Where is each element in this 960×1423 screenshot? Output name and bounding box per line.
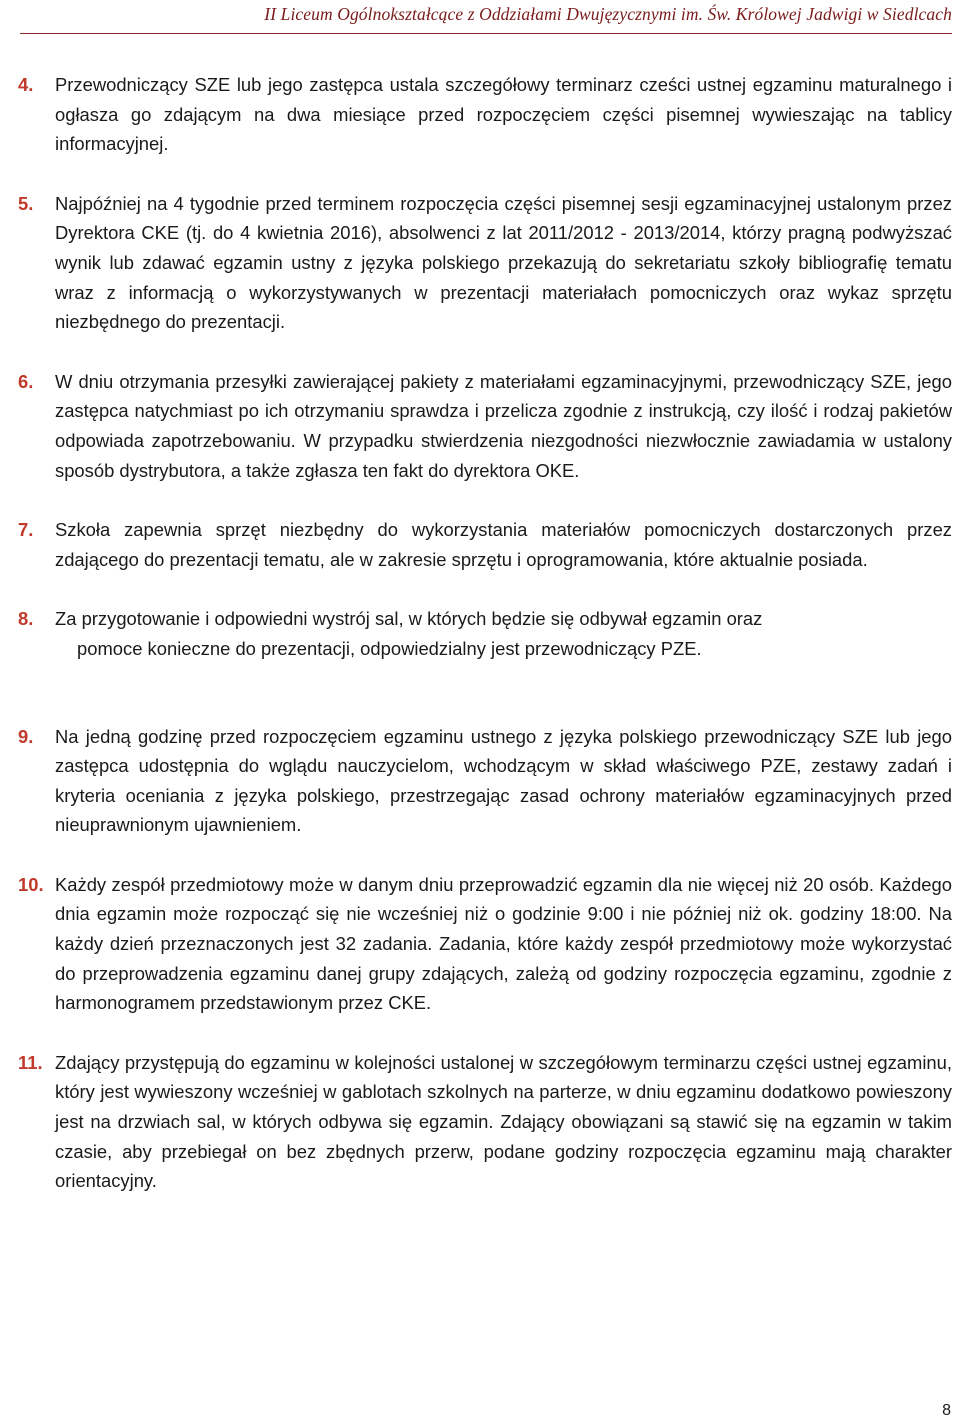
list-item xyxy=(18,870,952,1018)
list-item xyxy=(18,604,952,663)
item-number: 5. xyxy=(18,192,34,214)
list-item xyxy=(18,1048,952,1196)
item-number: 11. xyxy=(18,1051,43,1073)
item-number: 4. xyxy=(18,74,34,95)
item-text: Na jedną godzinę przed rozpoczęciem egzaminu ustnego z języka polskiego przewodniczący SZE lub jego zastępca udostępnia do wglądu nauczycielom, wchodzącym w skład właściwego PZE, zestawy zadań i kryteria oceniania z języka polskiego, przestrzegając zasad ochrony materiałów egzaminacyjnych przed nieuprawnionym ujawnieniem. xyxy=(55,725,952,836)
item-text: Przewodniczący SZE lub jego zastępca ustala szczegółowy terminarz cześci ustnej egzaminu maturalnego i ogłasza go zdającym na dwa miesiące przed rozpoczęciem części pisemnej wywieszając na tablicy informacyjnej. xyxy=(55,74,952,155)
item-text: Zdający przystępują do egzaminu w kolejności ustalonej w szczegółowym terminarzu części ustnej egzaminu, który jest wywieszony wcześniej w gablotach szkolnych na parterze, w dniu egzaminu dodatkowo powieszony jest na drzwiach sal, w których odbywa się egzamin. Zdający obowiązani są stawić się na egzamin w takim czasie, aby przebiegał on bez zbędnych przerw, podane godziny rozpoczęcia egzaminu mają charakter orientacyjny. xyxy=(55,1051,952,1192)
item-text: Każdy zespół przedmiotowy może w danym dniu przeprowadzić egzamin dla nie więcej niż 20 osób. Każdego dnia egzamin może rozpocząć się nie wcześniej niż o godzinie 9:00 i nie później niż ok. godziny 18:00. Na każdy dzień przeznaczonych jest 32 zadania. Zadania, które każdy zespół przedmiotowy może wykorzystać do przeprowadzenia egzaminu danej grupy zdających, zależą od godziny rozpoczęcia egzaminu, zgodnie z harmonogramem przedstawionym przez CKE. xyxy=(55,873,952,1014)
list-item xyxy=(18,515,952,574)
list-item xyxy=(18,367,952,485)
list-item xyxy=(18,722,952,840)
list-item xyxy=(18,70,952,159)
page-number: 8 xyxy=(942,1402,951,1419)
list-item xyxy=(18,189,952,337)
item-number: 9. xyxy=(18,725,34,747)
page-header: II Liceum Ogólnokształcące z Oddziałami Dwujęzycznymi im. Św. Królowej Jadwigi w Siedlcach xyxy=(264,4,952,24)
header-divider xyxy=(20,33,952,34)
document-body xyxy=(18,70,952,1226)
item-text: Szkoła zapewnia sprzęt niezbędny do wykorzystania materiałów pomocniczych dostarczonych przez zdającego do prezentacji tematu, ale w zakresie sprzętu i oprogramowania, które aktualnie posiada. xyxy=(55,519,952,570)
item-text: Najpóźniej na 4 tygodnie przed terminem rozpoczęcia części pisemnej sesji egzaminacyjnej ustalonym przez Dyrektora CKE (tj. do 4 kwietnia 2016), absolwenci z lat 2011/2012 - 2013/2014, którzy pragną podwyższać wynik lub zdawać egzamin ustny z języka polskiego przekazują do sekretariatu szkoły bibliografię tematu wraz z informacją o wykorzystywanych w prezentacji materiałach pomocniczych oraz wykaz sprzętu niezbędnego do prezentacji. xyxy=(55,192,952,333)
item-number: 7. xyxy=(18,519,34,541)
item-text-line: Za przygotowanie i odpowiedni wystrój sal, w których będzie się odbywał egzamin oraz xyxy=(55,608,763,630)
item-number: 10. xyxy=(18,873,44,895)
item-number: 8. xyxy=(18,608,34,630)
item-text: W dniu otrzymania przesyłki zawierającej pakiety z materiałami egzaminacyjnymi, przewodniczący SZE, jego zastępca natychmiast po ich otrzymaniu sprawdza i przelicza zgodnie z instrukcją, czy ilość i rodzaj pakietów odpowiada zapotrzebowaniu. W przypadku stwierdzenia niezgodności niezwłocznie zawiadamia w ustalony sposób dystrybutora, a także zgłasza ten fakt do dyrektora OKE. xyxy=(55,370,952,481)
item-text-line: pomoce konieczne do prezentacji, odpowiedzialny jest przewodniczący PZE. xyxy=(77,637,702,659)
item-number: 6. xyxy=(18,370,34,392)
